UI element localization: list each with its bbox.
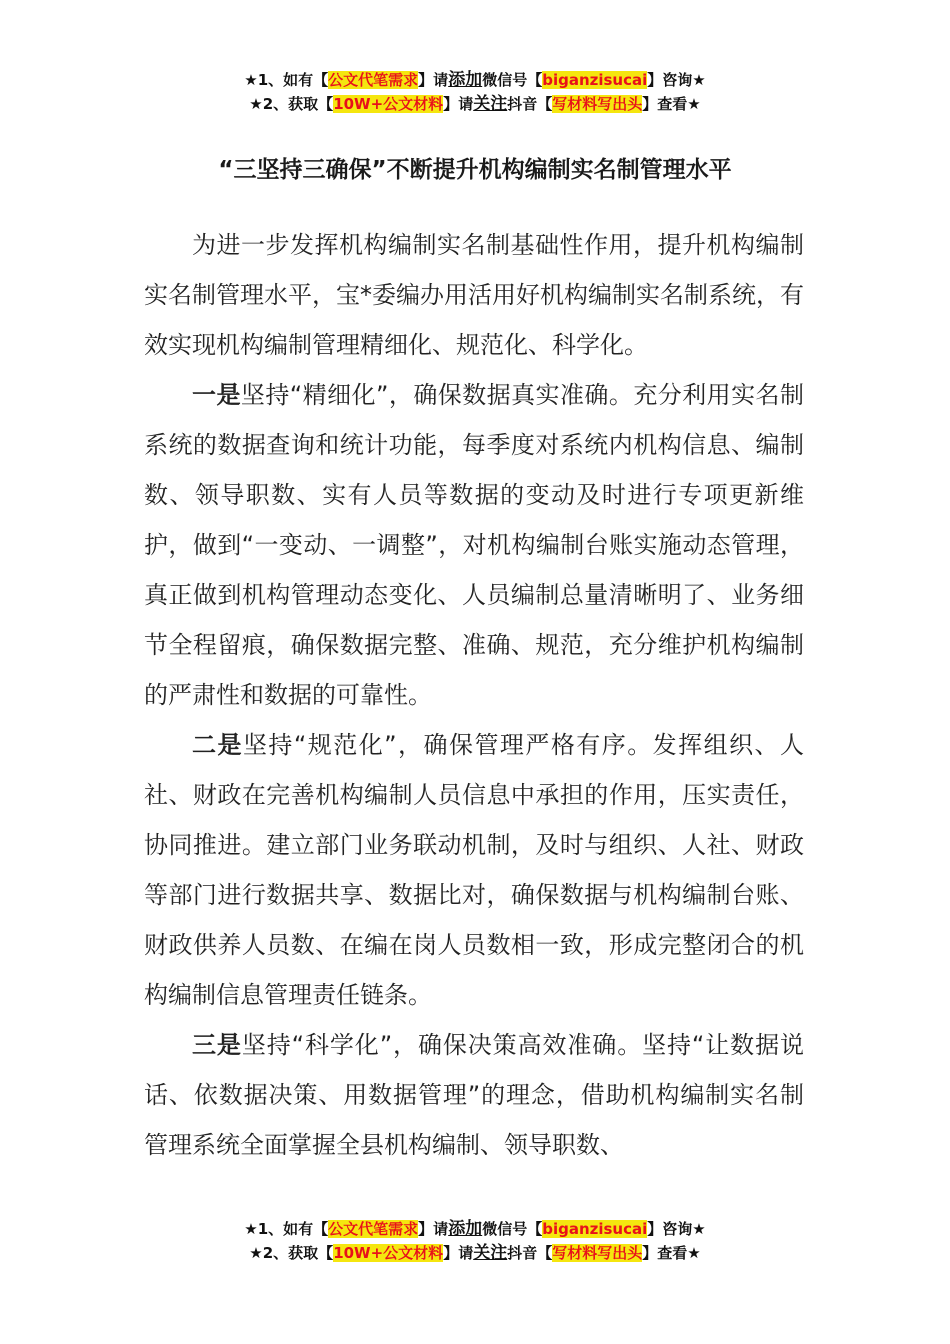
section-lead: 一是 xyxy=(192,381,241,409)
banner-line-2 xyxy=(0,92,950,116)
highlight-materials: 10W+公文材料 xyxy=(333,95,444,113)
highlight-wechat-id: biganzisucai xyxy=(542,71,648,89)
document-title: “三坚持三确保”不断提升机构编制实名制管理水平 xyxy=(218,157,732,183)
banner-line-1 xyxy=(0,68,950,92)
banner-text: ★2、获取【 xyxy=(249,95,334,113)
banner-text: 】咨询★ xyxy=(647,1220,706,1238)
banner-text: ★1、如有【 xyxy=(244,71,329,89)
highlight-service: 公文代笔需求 xyxy=(328,1220,419,1238)
section-lead: 三是 xyxy=(192,1031,242,1059)
section-paragraph-3 xyxy=(144,1020,804,1170)
intro-paragraph: 为进一步发挥机构编制实名制基础性作用，提升机构编制实名制管理水平，宝*委编办用活用好机构编制实名制系统，有效实现机构编制管理精细化、规范化、科学化。 xyxy=(144,231,804,359)
emphasis-add: 添加 xyxy=(448,70,483,90)
banner-text: 微信号【 xyxy=(482,1220,543,1238)
section-lead: 二是 xyxy=(192,731,243,759)
banner-text: 】请 xyxy=(443,95,474,113)
banner-line-2 xyxy=(0,1241,950,1265)
banner-text: 微信号【 xyxy=(482,71,543,89)
footer-banner xyxy=(0,1217,950,1265)
emphasis-follow: 关注 xyxy=(473,94,508,114)
emphasis-add: 添加 xyxy=(448,1219,483,1239)
banner-text: 】咨询★ xyxy=(647,71,706,89)
section-paragraph-2 xyxy=(144,720,804,1020)
section-text: 坚持“科学化”，确保决策高效准确。坚持“让数据说话、依数据决策、用数据管理”的理念，借助机构编制实名制管理系统全面掌握全县机构编制、领导职数、 xyxy=(144,1031,804,1159)
highlight-douyin-account: 写材料写出头 xyxy=(552,1244,643,1262)
banner-text: 抖音【 xyxy=(507,95,553,113)
banner-text: 】请 xyxy=(418,71,449,89)
highlight-wechat-id: biganzisucai xyxy=(542,1220,648,1238)
banner-text: 抖音【 xyxy=(507,1244,553,1262)
banner-text: 】查看★ xyxy=(642,95,701,113)
highlight-service: 公文代笔需求 xyxy=(328,71,419,89)
highlight-materials: 10W+公文材料 xyxy=(333,1244,444,1262)
highlight-douyin-account: 写材料写出头 xyxy=(552,95,643,113)
emphasis-follow: 关注 xyxy=(473,1243,508,1263)
section-text: 坚持“精细化”，确保数据真实准确。充分利用实名制系统的数据查询和统计功能，每季度对系统内机构信息、编制数、领导职数、实有人员等数据的变动及时进行专项更新维护，做到“一变动、一调整”，对机构编制台账实施动态管理，真正做到机构管理动态变化、人员编制总量清晰明了、业务细节全程留痕，确保数据完整、准确、规范，充分维护机构编制的严肃性和数据的可靠性。 xyxy=(144,381,804,709)
banner-text: ★2、获取【 xyxy=(249,1244,334,1262)
banner-text: 】查看★ xyxy=(642,1244,701,1262)
document-body xyxy=(144,220,804,1170)
banner-text: 】请 xyxy=(443,1244,474,1262)
section-text: 坚持“规范化”，确保管理严格有序。发挥组织、人社、财政在完善机构编制人员信息中承担的作用，压实责任，协同推进。建立部门业务联动机制，及时与组织、人社、财政等部门进行数据共享、数据比对，确保数据与机构编制台账、财政供养人员数、在编在岗人员数相一致，形成完整闭合的机构编制信息管理责任链条。 xyxy=(144,731,805,1009)
banner-text: ★1、如有【 xyxy=(244,1220,329,1238)
header-banner xyxy=(0,68,950,116)
banner-line-1 xyxy=(0,1217,950,1241)
section-paragraph-1 xyxy=(144,370,804,720)
banner-text: 】请 xyxy=(418,1220,449,1238)
